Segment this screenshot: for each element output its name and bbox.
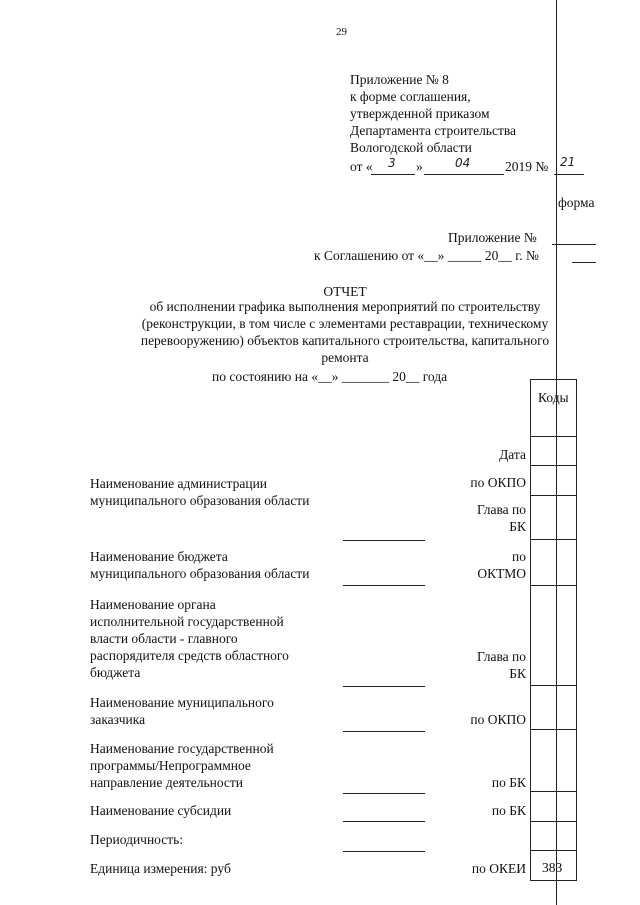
header-line: Департамента строительства bbox=[350, 123, 517, 138]
code-cell-period bbox=[530, 821, 576, 822]
codes-header: Коды bbox=[538, 390, 569, 405]
header-date-year: 2019 № bbox=[505, 159, 549, 174]
label-oktmo bbox=[440, 548, 526, 582]
header-block bbox=[350, 71, 516, 156]
report-as-of: по состоянию на «__» _______ 20__ года bbox=[212, 369, 448, 384]
label-glava-2-text: Глава по БК bbox=[476, 649, 526, 681]
report-title: ОТЧЕТ bbox=[323, 284, 367, 299]
report-subtitle bbox=[100, 298, 590, 366]
date-number-underline bbox=[554, 174, 584, 175]
fill-line-subsidy[interactable] bbox=[343, 821, 425, 822]
code-cell-bottom bbox=[530, 880, 576, 881]
field-period: Периодичность: bbox=[90, 832, 184, 847]
label-glava-1-text: Глава по БК bbox=[476, 502, 526, 534]
fill-line-admin[interactable] bbox=[343, 540, 425, 541]
subtitle-line: (реконструкции, в том числе с элементами реставрации, техническому bbox=[141, 316, 549, 331]
field-organ: Наименование органа исполнительной государственной власти области - главного распорядителя средств областного бюджета bbox=[90, 597, 289, 680]
date-month-underline bbox=[424, 174, 504, 175]
appendix-line2-underline bbox=[572, 262, 596, 263]
header-date-number: 21 bbox=[560, 155, 576, 169]
header-line: Вологодской области bbox=[350, 140, 472, 155]
label-oktmo-text: по ОКТМО bbox=[477, 549, 526, 581]
code-cell-top bbox=[530, 379, 576, 380]
code-cell-glava2 bbox=[530, 585, 576, 586]
subtitle-line: перевооружению) объектов капитального строительства, капитального bbox=[140, 333, 550, 348]
header-date-mid: » bbox=[416, 159, 423, 174]
field-admin: Наименование администрации муниципального образования области bbox=[90, 476, 310, 508]
header-date-month: 04 bbox=[455, 156, 471, 170]
codes-column bbox=[530, 379, 576, 881]
label-glava-1 bbox=[440, 501, 526, 535]
date-day-underline bbox=[371, 174, 415, 175]
okei-value: 383 bbox=[542, 860, 563, 875]
code-cell-date bbox=[530, 436, 576, 437]
label-bk-2: по БК bbox=[491, 803, 526, 818]
label-bk-1: по БК bbox=[491, 775, 526, 790]
label-date: Дата bbox=[499, 447, 526, 462]
field-unit: Единица измерения: руб bbox=[90, 861, 231, 876]
page-number: 29 bbox=[336, 26, 347, 38]
fill-line-budget[interactable] bbox=[343, 585, 425, 586]
header-date-day: 3 bbox=[388, 156, 396, 170]
field-budget: Наименование бюджета муниципального образования области bbox=[90, 549, 310, 581]
fill-line-period[interactable] bbox=[343, 851, 425, 852]
code-cell-bk2 bbox=[530, 791, 576, 792]
appendix-line-1: Приложение № bbox=[448, 230, 537, 245]
code-cell-glava1 bbox=[530, 495, 576, 496]
code-cell-bk1 bbox=[530, 729, 576, 730]
label-okpo-2: по ОКПО bbox=[470, 712, 526, 727]
codes-right-border bbox=[576, 379, 577, 881]
fill-line-customer[interactable] bbox=[343, 731, 425, 732]
codes-left-border bbox=[530, 379, 531, 881]
fill-line-program[interactable] bbox=[343, 793, 425, 794]
subtitle-line: ремонта bbox=[321, 350, 369, 365]
field-customer: Наименование муниципального заказчика bbox=[90, 695, 274, 727]
header-line: Приложение № 8 bbox=[350, 72, 449, 87]
subtitle-line: об исполнении графика выполнения мероприятий по строительству bbox=[149, 299, 541, 314]
appendix-line-2: к Соглашению от «__» _____ 20__ г. № bbox=[314, 248, 539, 263]
header-line: утвержденной приказом bbox=[350, 106, 490, 121]
fill-line-organ[interactable] bbox=[343, 686, 425, 687]
code-cell-oktmo bbox=[530, 539, 576, 540]
label-glava-2 bbox=[440, 648, 526, 682]
code-cell-okei bbox=[530, 850, 576, 851]
header-date-prefix: от « bbox=[350, 159, 373, 174]
header-line: к форме соглашения, bbox=[350, 89, 471, 104]
forma-label: форма bbox=[558, 195, 595, 210]
field-subsidy: Наименование субсидии bbox=[90, 803, 232, 818]
field-program: Наименование государственной программы/Непрограммное направление деятельности bbox=[90, 741, 274, 790]
label-okei: по ОКЕИ bbox=[471, 861, 526, 876]
label-okpo-1: по ОКПО bbox=[470, 475, 526, 490]
appendix-number-underline bbox=[552, 244, 596, 245]
code-cell-okpo2 bbox=[530, 685, 576, 686]
code-cell-okpo1 bbox=[530, 465, 576, 466]
